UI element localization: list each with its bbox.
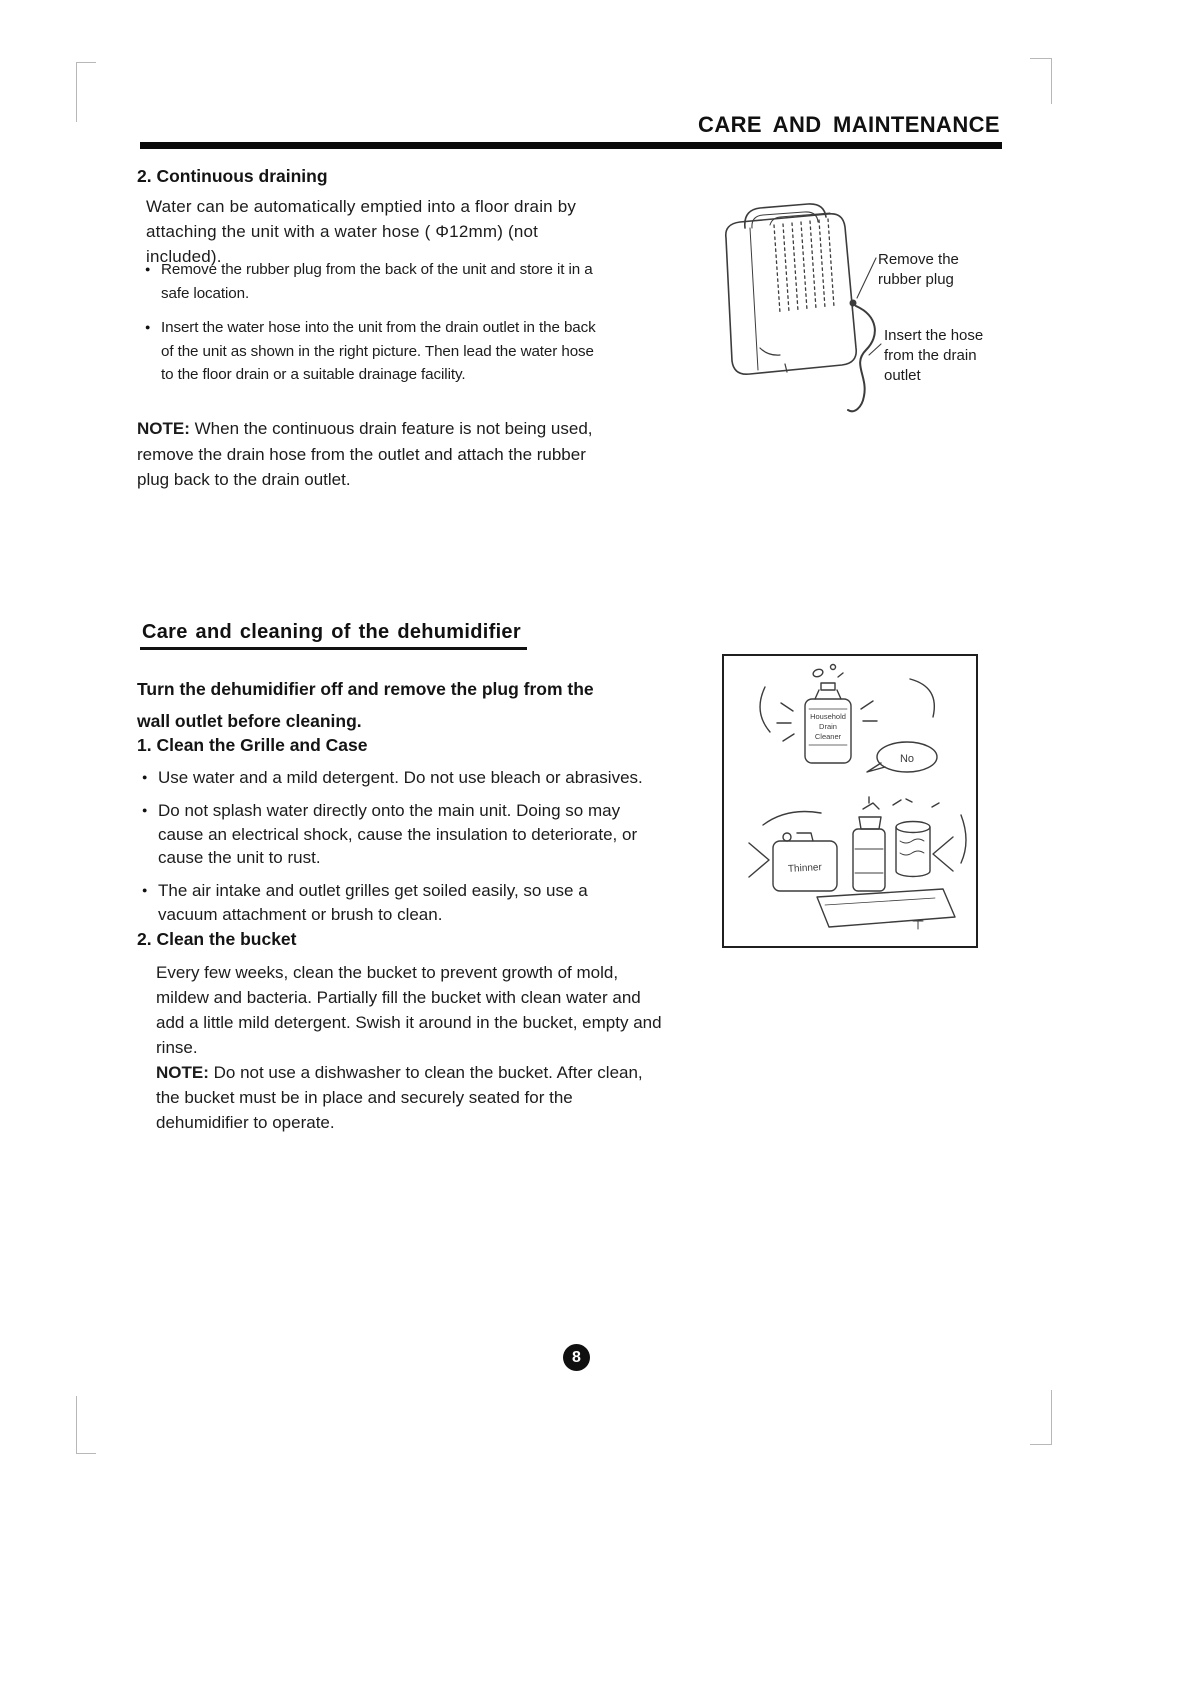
note-text: When the continuous drain feature is not being used, remove the drain hose from the outlet and attach the rubber plug back to the drain outlet. xyxy=(137,419,593,489)
list-item-text: Insert the water hose into the unit from the drain outlet in the back of the unit as shown in the right picture. Then lead the water hose to the floor drain or a suitable drainage facility. xyxy=(161,319,596,384)
list-item-text: The air intake and outlet grilles get soiled easily, so use a vacuum attachment or brush to clean. xyxy=(158,881,588,924)
note-label: NOTE: xyxy=(156,1062,209,1082)
figure-label-remove-plug: Remove the rubber plug xyxy=(878,251,959,288)
clean-grille-bullets xyxy=(142,766,647,936)
list-item xyxy=(142,799,647,870)
crop-mark-top-left xyxy=(76,62,96,122)
bottle-label-line: Drain xyxy=(819,722,837,731)
continuous-draining-intro: Water can be automatically emptied into a floor drain by attaching the unit with a water hose ( Φ12mm) (not included). xyxy=(146,197,577,267)
clean-bucket-note xyxy=(156,1061,663,1136)
thinner-label: Thinner xyxy=(787,862,823,875)
crop-mark-top-right xyxy=(1030,58,1052,104)
continuous-draining-note xyxy=(137,416,593,493)
subsection-heading-clean-grille: 1. Clean the Grille and Case xyxy=(137,735,368,755)
page-number-badge: 8 xyxy=(563,1344,590,1371)
cleaning-agents-figure xyxy=(722,654,978,948)
clean-bucket-paragraph: Every few weeks, clean the bucket to prevent growth of mold, mildew and bacteria. Partially fill the bucket with clean water and add a little mild detergent. Swish it around in the bucket, empty and rinse. xyxy=(156,963,662,1057)
clean-bucket-text xyxy=(156,961,663,1136)
list-item-text: Remove the rubber plug from the back of the unit and store it in a safe location. xyxy=(161,261,593,302)
cleaning-agents-illustration xyxy=(725,657,977,947)
crop-mark-bottom-right xyxy=(1030,1390,1052,1445)
bottle-label-line: Household xyxy=(810,712,846,721)
bottle-label-line: Cleaner xyxy=(814,732,842,741)
list-item xyxy=(142,766,647,790)
list-item xyxy=(145,316,607,387)
list-item xyxy=(142,879,647,927)
no-bubble-label: No xyxy=(899,753,915,765)
note-label: NOTE: xyxy=(137,419,190,438)
bullet-icon: ● xyxy=(142,885,148,896)
section-heading-care-cleaning: Care and cleaning of the dehumidifier xyxy=(140,621,527,650)
header-rule xyxy=(140,142,1002,149)
list-item xyxy=(145,258,607,305)
list-item-text: Do not splash water directly onto the main unit. Doing so may cause an electrical shock, cause the insulation to deteriorate, or cause the unit to rust. xyxy=(158,800,638,868)
continuous-draining-bullets xyxy=(145,258,607,398)
note-text: Do not use a dishwasher to clean the bucket. After clean, the bucket must be in place and securely seated for the dehumidifier to operate. xyxy=(156,1062,643,1132)
section-heading-continuous-draining: 2. Continuous draining xyxy=(137,166,328,186)
bullet-icon: ● xyxy=(145,264,151,274)
subsection-heading-clean-bucket: 2. Clean the bucket xyxy=(137,929,297,949)
care-warning-text: Turn the dehumidifier off and remove the plug from the wall outlet before cleaning. xyxy=(137,679,594,731)
list-item-text: Use water and a mild detergent. Do not use bleach or abrasives. xyxy=(158,768,643,787)
crop-mark-bottom-left xyxy=(76,1396,96,1454)
drain-hose-figure xyxy=(690,198,1012,438)
page-title: CARE AND MAINTENANCE xyxy=(698,112,1000,137)
bullet-icon: ● xyxy=(142,804,148,815)
bullet-icon: ● xyxy=(142,772,148,782)
dehumidifier-illustration xyxy=(690,198,1012,438)
bullet-icon: ● xyxy=(145,322,151,333)
figure-label-insert-hose: Insert the hose from the drain outlet xyxy=(884,327,984,384)
